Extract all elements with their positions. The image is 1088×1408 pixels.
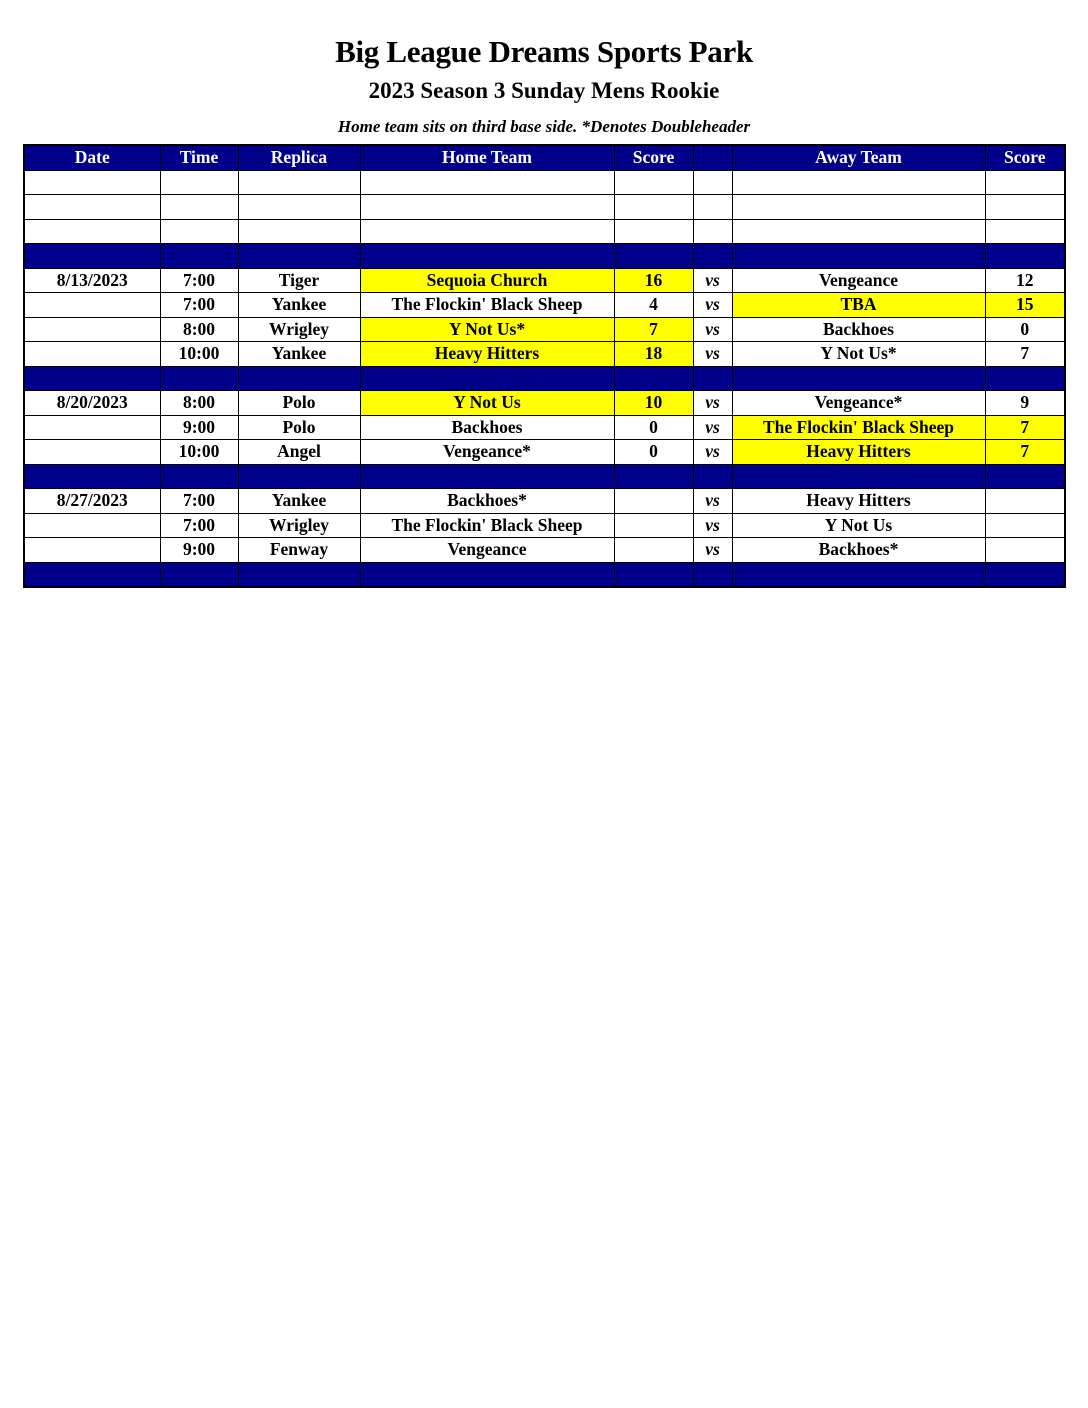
away-score-cell: 12 [985, 268, 1065, 293]
date-cell: 8/20/2023 [24, 391, 160, 416]
separator-row [24, 366, 1065, 391]
away-team-cell: Y Not Us* [732, 342, 985, 367]
away-team-cell [732, 219, 985, 244]
vs-cell [693, 464, 732, 489]
home-team-cell: Y Not Us [360, 391, 614, 416]
date-cell [24, 415, 160, 440]
col-header-home-score: Score [614, 145, 693, 170]
vs-cell: vs [693, 415, 732, 440]
col-header-time: Time [160, 145, 238, 170]
away-score-cell [985, 170, 1065, 195]
game-row [24, 489, 1065, 514]
vs-cell [693, 219, 732, 244]
home-score-cell [614, 562, 693, 587]
home-score-cell: 0 [614, 440, 693, 465]
col-header-vs [693, 145, 732, 170]
home-team-cell [360, 195, 614, 220]
replica-cell [238, 219, 360, 244]
date-cell [24, 293, 160, 318]
home-team-cell [360, 562, 614, 587]
replica-cell [238, 464, 360, 489]
away-score-cell: 7 [985, 415, 1065, 440]
blank-row [24, 170, 1065, 195]
away-team-cell: Heavy Hitters [732, 489, 985, 514]
replica-cell: Tiger [238, 268, 360, 293]
away-score-cell [985, 562, 1065, 587]
vs-cell: vs [693, 489, 732, 514]
home-score-cell [614, 170, 693, 195]
home-score-cell [614, 366, 693, 391]
game-row [24, 268, 1065, 293]
game-row [24, 342, 1065, 367]
home-score-cell: 7 [614, 317, 693, 342]
vs-cell: vs [693, 342, 732, 367]
replica-cell [238, 366, 360, 391]
replica-cell: Yankee [238, 293, 360, 318]
home-score-cell [614, 538, 693, 563]
page-title: Big League Dreams Sports Park [335, 34, 753, 69]
vs-cell: vs [693, 317, 732, 342]
time-cell: 7:00 [160, 513, 238, 538]
time-cell [160, 244, 238, 269]
time-cell [160, 170, 238, 195]
home-team-cell [360, 244, 614, 269]
home-score-cell: 10 [614, 391, 693, 416]
home-score-cell: 16 [614, 268, 693, 293]
away-score-cell [985, 513, 1065, 538]
time-cell: 10:00 [160, 440, 238, 465]
replica-cell [238, 562, 360, 587]
home-team-cell: Vengeance [360, 538, 614, 563]
time-cell: 9:00 [160, 415, 238, 440]
date-cell [24, 170, 160, 195]
home-team-cell [360, 170, 614, 195]
game-row [24, 538, 1065, 563]
away-team-cell [732, 464, 985, 489]
home-score-cell: 0 [614, 415, 693, 440]
vs-cell [693, 562, 732, 587]
away-score-cell [985, 538, 1065, 563]
page-note: Home team sits on third base side. *Denotes Doubleheader [337, 117, 751, 136]
date-cell [24, 562, 160, 587]
schedule-body [24, 170, 1065, 587]
home-team-cell: The Flockin' Black Sheep [360, 293, 614, 318]
col-header-date: Date [24, 145, 160, 170]
home-score-cell [614, 195, 693, 220]
home-score-cell: 18 [614, 342, 693, 367]
separator-row [24, 464, 1065, 489]
home-team-cell: Backhoes* [360, 489, 614, 514]
away-score-cell: 7 [985, 440, 1065, 465]
game-row [24, 317, 1065, 342]
game-row [24, 391, 1065, 416]
home-team-cell: The Flockin' Black Sheep [360, 513, 614, 538]
date-cell [24, 317, 160, 342]
time-cell: 7:00 [160, 489, 238, 514]
replica-cell: Yankee [238, 342, 360, 367]
vs-cell [693, 244, 732, 269]
schedule-table [23, 144, 1066, 588]
date-cell [24, 513, 160, 538]
home-team-cell: Heavy Hitters [360, 342, 614, 367]
separator-row [24, 244, 1065, 269]
game-row [24, 440, 1065, 465]
time-cell [160, 562, 238, 587]
away-team-cell [732, 170, 985, 195]
away-team-cell [732, 195, 985, 220]
time-cell [160, 195, 238, 220]
time-cell: 8:00 [160, 317, 238, 342]
vs-cell [693, 195, 732, 220]
away-score-cell: 0 [985, 317, 1065, 342]
date-cell: 8/13/2023 [24, 268, 160, 293]
home-team-cell [360, 464, 614, 489]
replica-cell [238, 195, 360, 220]
away-team-cell: The Flockin' Black Sheep [732, 415, 985, 440]
home-team-cell: Backhoes [360, 415, 614, 440]
replica-cell: Angel [238, 440, 360, 465]
blank-row [24, 195, 1065, 220]
time-cell: 9:00 [160, 538, 238, 563]
page-subtitle: 2023 Season 3 Sunday Mens Rookie [368, 78, 720, 103]
date-cell [24, 464, 160, 489]
home-score-cell [614, 464, 693, 489]
away-score-cell [985, 366, 1065, 391]
away-team-cell: TBA [732, 293, 985, 318]
home-team-cell [360, 366, 614, 391]
vs-cell: vs [693, 293, 732, 318]
replica-cell: Polo [238, 415, 360, 440]
home-team-cell: Y Not Us* [360, 317, 614, 342]
away-team-cell: Backhoes [732, 317, 985, 342]
date-cell [24, 219, 160, 244]
home-score-cell [614, 219, 693, 244]
home-score-cell [614, 244, 693, 269]
away-score-cell [985, 219, 1065, 244]
away-team-cell: Vengeance* [732, 391, 985, 416]
date-cell [24, 244, 160, 269]
date-cell [24, 342, 160, 367]
time-cell: 10:00 [160, 342, 238, 367]
date-cell [24, 440, 160, 465]
home-team-cell [360, 219, 614, 244]
home-score-cell [614, 489, 693, 514]
away-score-cell: 9 [985, 391, 1065, 416]
vs-cell [693, 366, 732, 391]
game-row [24, 513, 1065, 538]
away-team-cell: Vengeance [732, 268, 985, 293]
away-team-cell: Backhoes* [732, 538, 985, 563]
date-cell [24, 538, 160, 563]
away-team-cell [732, 244, 985, 269]
away-score-cell [985, 195, 1065, 220]
vs-cell: vs [693, 391, 732, 416]
game-row [24, 293, 1065, 318]
col-header-away-team: Away Team [732, 145, 985, 170]
date-cell [24, 366, 160, 391]
time-cell: 8:00 [160, 391, 238, 416]
blank-row [24, 219, 1065, 244]
time-cell: 7:00 [160, 268, 238, 293]
replica-cell: Fenway [238, 538, 360, 563]
date-cell [24, 195, 160, 220]
vs-cell: vs [693, 513, 732, 538]
replica-cell: Wrigley [238, 513, 360, 538]
vs-cell: vs [693, 440, 732, 465]
away-team-cell [732, 562, 985, 587]
away-team-cell [732, 366, 985, 391]
home-score-cell [614, 513, 693, 538]
time-cell [160, 464, 238, 489]
away-score-cell [985, 489, 1065, 514]
replica-cell: Wrigley [238, 317, 360, 342]
game-row [24, 415, 1065, 440]
home-team-cell: Sequoia Church [360, 268, 614, 293]
vs-cell [693, 170, 732, 195]
vs-cell: vs [693, 538, 732, 563]
away-score-cell: 7 [985, 342, 1065, 367]
time-cell: 7:00 [160, 293, 238, 318]
away-score-cell [985, 244, 1065, 269]
away-score-cell: 15 [985, 293, 1065, 318]
header-row [24, 145, 1065, 170]
replica-cell: Polo [238, 391, 360, 416]
date-cell: 8/27/2023 [24, 489, 160, 514]
separator-row [24, 562, 1065, 587]
time-cell [160, 219, 238, 244]
replica-cell [238, 244, 360, 269]
away-team-cell: Heavy Hitters [732, 440, 985, 465]
replica-cell [238, 170, 360, 195]
away-score-cell [985, 464, 1065, 489]
col-header-away-score: Score [985, 145, 1065, 170]
home-score-cell: 4 [614, 293, 693, 318]
col-header-replica: Replica [238, 145, 360, 170]
away-team-cell: Y Not Us [732, 513, 985, 538]
home-team-cell: Vengeance* [360, 440, 614, 465]
vs-cell: vs [693, 268, 732, 293]
replica-cell: Yankee [238, 489, 360, 514]
time-cell [160, 366, 238, 391]
col-header-home-team: Home Team [360, 145, 614, 170]
